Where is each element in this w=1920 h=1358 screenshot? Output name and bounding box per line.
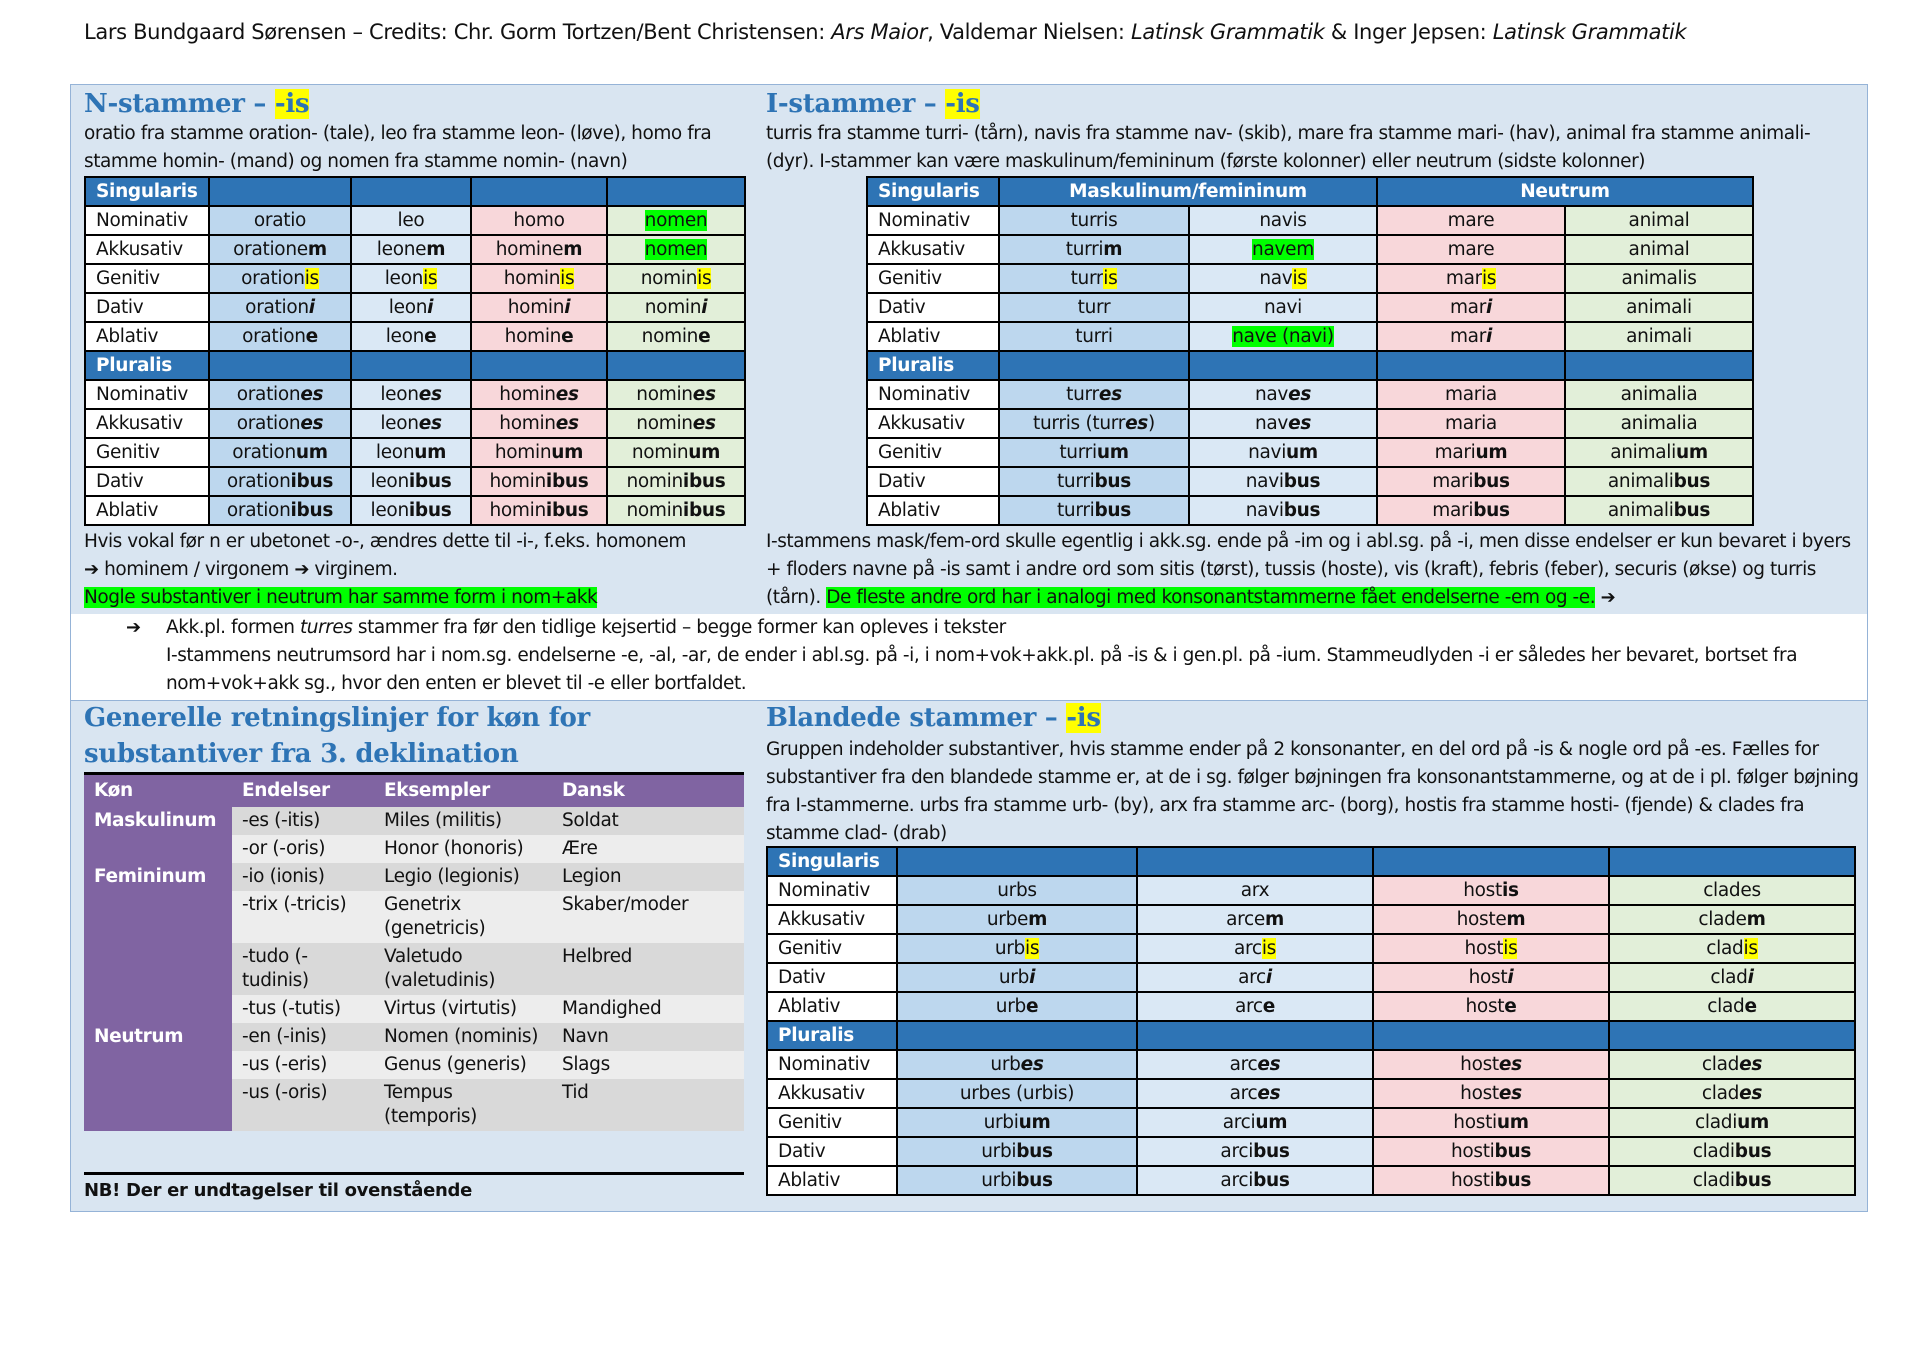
case-label: Nominativ [85, 206, 209, 235]
table-cell: Genetrix (genetricis) [374, 891, 552, 943]
strip-notes: ➔ Akk.pl. formen turres stammer fra før den tidlige kejsertid – begge former kan opleves i tekster I-stammens neutrumsord har i nom.sg. endelserne -e, -al, -ar, de ender i abl.sg. på -i, i nom+vok+akk.pl. på -is & i gen.pl. på -ium. Stammeudlyden -i er således her bevaret, bortset fra nom+vok+akk sg., hvor den enten er blevet til -e eller bortfaldet. [126, 614, 1856, 698]
mixed-stems-heading: Blandede stammer – -is [766, 703, 1101, 733]
table-cell: -trix (-tricis) [232, 891, 374, 943]
case-label: Ablativ [85, 496, 209, 525]
form-cell: nomini [607, 293, 745, 322]
header-cell: Pluralis [867, 351, 999, 380]
mixed-stems-section [766, 700, 1860, 848]
case-label: Genitiv [85, 438, 209, 467]
form-cell: homini [471, 293, 607, 322]
case-label: Dativ [867, 293, 999, 322]
mixed-stems-table [766, 846, 1856, 1196]
table-cell: Slags [552, 1051, 744, 1079]
form-cell: nomen [607, 206, 745, 235]
header-cell [351, 177, 471, 206]
table-cell: Valetudo (valetudinis) [374, 943, 552, 995]
form-cell: nave (navi) [1189, 322, 1377, 351]
table-cell: -us (-oris) [232, 1079, 374, 1131]
header-cell: Dansk [552, 775, 744, 807]
case-label: Dativ [85, 467, 209, 496]
table-cell: -io (ionis) [232, 863, 374, 891]
form-cell: urbes [897, 1050, 1137, 1079]
form-cell: urbium [897, 1108, 1137, 1137]
table-cell: -or (-oris) [232, 835, 374, 863]
form-cell: hostes [1373, 1079, 1609, 1108]
form-cell: arcis [1137, 934, 1373, 963]
form-cell: urbibus [897, 1166, 1137, 1195]
i-stammer-heading: I-stammer – -is [766, 89, 980, 119]
form-cell: leoni [351, 293, 471, 322]
form-cell: navis [1189, 264, 1377, 293]
form-cell: turr [999, 293, 1189, 322]
arrow-right-icon: ➔ [294, 559, 309, 580]
header-cell: Maskulinum/femininum [999, 177, 1377, 206]
form-cell: animal [1565, 235, 1753, 264]
case-label: Dativ [867, 467, 999, 496]
form-cell: hominum [471, 438, 607, 467]
form-cell: clades [1609, 1079, 1855, 1108]
gender-cell: Femininum [84, 863, 232, 891]
form-cell: orationem [209, 235, 351, 264]
form-cell: naves [1189, 409, 1377, 438]
case-label: Ablativ [867, 496, 999, 525]
table-cell: Legio (legionis) [374, 863, 552, 891]
form-cell: animali [1565, 322, 1753, 351]
form-cell: mare [1377, 206, 1565, 235]
form-cell: leones [351, 409, 471, 438]
form-cell: arce [1137, 992, 1373, 1021]
arrow-right-icon: ➔ [84, 559, 99, 580]
case-label: Akkusativ [867, 235, 999, 264]
header-cell [1137, 1021, 1373, 1050]
form-cell: animalium [1565, 438, 1753, 467]
singularis-header: Singularis [85, 177, 209, 206]
gender-table [84, 775, 744, 1131]
case-label: Nominativ [867, 206, 999, 235]
form-cell: navis [1189, 206, 1377, 235]
form-cell: turrium [999, 438, 1189, 467]
form-cell: clade [1609, 992, 1855, 1021]
case-label: Genitiv [767, 1108, 897, 1137]
form-cell: nomen [607, 235, 745, 264]
case-label: Nominativ [767, 876, 897, 905]
header-cell: Singularis [767, 847, 897, 876]
form-cell: hominibus [471, 496, 607, 525]
i-stammer-table [866, 176, 1754, 526]
case-label: Akkusativ [767, 905, 897, 934]
case-label: Dativ [85, 293, 209, 322]
case-label: Genitiv [867, 264, 999, 293]
form-cell: mari [1377, 293, 1565, 322]
case-label: Ablativ [85, 322, 209, 351]
i-stammer-intro: turris fra stamme turri- (tårn), navis fra stamme nav- (skib), mare fra stamme mari- (hav), animal fra stamme animali- (dyr). I-stammer kan være maskulinum/femininum (første kolonner) eller neutrum (sidste kolonner) [766, 123, 1811, 172]
form-cell: arcem [1137, 905, 1373, 934]
table-cell: Legion [552, 863, 744, 891]
form-cell: hostis [1373, 876, 1609, 905]
form-cell: cladi [1609, 963, 1855, 992]
form-cell: arcibus [1137, 1166, 1373, 1195]
pluralis-header: Pluralis [85, 351, 209, 380]
form-cell: turrim [999, 235, 1189, 264]
gender-cell [84, 891, 232, 943]
table-cell: Mandighed [552, 995, 744, 1023]
form-cell: turribus [999, 496, 1189, 525]
form-cell: maribus [1377, 467, 1565, 496]
form-cell: orationibus [209, 467, 351, 496]
case-label: Dativ [767, 1137, 897, 1166]
form-cell: orationum [209, 438, 351, 467]
form-cell: orationi [209, 293, 351, 322]
header-cell [999, 351, 1189, 380]
form-cell: oratio [209, 206, 351, 235]
table-cell: -tus (-tutis) [232, 995, 374, 1023]
case-label: Genitiv [767, 934, 897, 963]
form-cell: leonum [351, 438, 471, 467]
form-cell: leones [351, 380, 471, 409]
table-cell: -tudo (-tudinis) [232, 943, 374, 995]
form-cell: cladibus [1609, 1137, 1855, 1166]
gender-guidelines-heading: Generelle retningslinjer for køn for substantiver fra 3. deklination [84, 703, 590, 769]
form-cell: navem [1189, 235, 1377, 264]
header-cell [471, 351, 607, 380]
header-cell [1609, 847, 1855, 876]
form-cell: cladem [1609, 905, 1855, 934]
form-cell: hosti [1373, 963, 1609, 992]
form-cell: cladibus [1609, 1166, 1855, 1195]
header-cell [1377, 351, 1565, 380]
table-cell: Virtus (virtutis) [374, 995, 552, 1023]
gender-cell [84, 1051, 232, 1079]
form-cell: cladium [1609, 1108, 1855, 1137]
case-label: Akkusativ [867, 409, 999, 438]
form-cell: urbe [897, 992, 1137, 1021]
form-cell: urbis [897, 934, 1137, 963]
header-cell: Køn [84, 775, 232, 807]
form-cell: naves [1189, 380, 1377, 409]
table-cell: Honor (honoris) [374, 835, 552, 863]
form-cell: animalibus [1565, 467, 1753, 496]
case-label: Nominativ [767, 1050, 897, 1079]
form-cell: maris [1377, 264, 1565, 293]
form-cell: arces [1137, 1050, 1373, 1079]
form-cell: hominibus [471, 467, 607, 496]
form-cell: turris (turres) [999, 409, 1189, 438]
table-cell: Tid [552, 1079, 744, 1131]
header-cell: Pluralis [767, 1021, 897, 1050]
form-cell: turris [999, 206, 1189, 235]
gender-cell [84, 995, 232, 1023]
form-cell: orationis [209, 264, 351, 293]
form-cell: arcibus [1137, 1137, 1373, 1166]
n-stammer-notes: Hvis vokal før n er ubetonet -o-, ændres dette til -i-, f.eks. homonem ➔ hominem / virgonem ➔ virginem. Nogle substantiver i neutrum har samme form i nom+akk [84, 531, 686, 608]
n-stammer-table [84, 176, 746, 526]
form-cell: clades [1609, 876, 1855, 905]
form-cell: urbem [897, 905, 1137, 934]
form-cell: leonem [351, 235, 471, 264]
table-cell: -us (-eris) [232, 1051, 374, 1079]
case-label: Nominativ [85, 380, 209, 409]
form-cell: navibus [1189, 496, 1377, 525]
gender-cell [84, 1079, 232, 1131]
form-cell: leonis [351, 264, 471, 293]
i-stammer-section [766, 86, 1856, 176]
n-stammer-intro: oratio fra stamme oration- (tale), leo fra stamme leon- (løve), homo fra stamme homin- (mand) og nomen fra stamme nomin- (navn) [84, 123, 712, 172]
n-stammer-section [84, 86, 744, 176]
case-label: Akkusativ [767, 1079, 897, 1108]
form-cell: hostem [1373, 905, 1609, 934]
table-cell: Navn [552, 1023, 744, 1051]
form-cell: hostibus [1373, 1137, 1609, 1166]
form-cell: hominem [471, 235, 607, 264]
form-cell: nominibus [607, 467, 745, 496]
table-cell: Tempus (temporis) [374, 1079, 552, 1131]
form-cell: animali [1565, 293, 1753, 322]
table-cell: -en (-inis) [232, 1023, 374, 1051]
form-cell: leonibus [351, 496, 471, 525]
exceptions-note: NB! Der er undtagelser til ovenstående [84, 1180, 473, 1201]
form-cell: animalibus [1565, 496, 1753, 525]
form-cell: marium [1377, 438, 1565, 467]
gender-cell [84, 943, 232, 995]
form-cell: mare [1377, 235, 1565, 264]
form-cell: hoste [1373, 992, 1609, 1021]
form-cell: turres [999, 380, 1189, 409]
header-cell [471, 177, 607, 206]
form-cell: leone [351, 322, 471, 351]
header-cell [1609, 1021, 1855, 1050]
form-cell: turribus [999, 467, 1189, 496]
case-label: Genitiv [867, 438, 999, 467]
header-cell [897, 847, 1137, 876]
case-label: Akkusativ [85, 235, 209, 264]
form-cell: arci [1137, 963, 1373, 992]
form-cell: nominis [607, 264, 745, 293]
form-cell: homines [471, 409, 607, 438]
form-cell: urbes (urbis) [897, 1079, 1137, 1108]
form-cell: orationes [209, 409, 351, 438]
table-cell: Miles (militis) [374, 807, 552, 835]
form-cell: animalia [1565, 409, 1753, 438]
form-cell: animal [1565, 206, 1753, 235]
form-cell: urbi [897, 963, 1137, 992]
header-cell [351, 351, 471, 380]
table-cell: Ære [552, 835, 744, 863]
table-cell: Skaber/moder [552, 891, 744, 943]
form-cell: maria [1377, 380, 1565, 409]
form-cell: nomines [607, 409, 745, 438]
header-cell [607, 177, 745, 206]
form-cell: hostes [1373, 1050, 1609, 1079]
form-cell: arces [1137, 1079, 1373, 1108]
case-label: Ablativ [867, 322, 999, 351]
form-cell: nomine [607, 322, 745, 351]
form-cell: turris [999, 264, 1189, 293]
form-cell: homo [471, 206, 607, 235]
form-cell: hostium [1373, 1108, 1609, 1137]
header-cell: Singularis [867, 177, 999, 206]
header-cell [897, 1021, 1137, 1050]
form-cell: hominis [471, 264, 607, 293]
table-cell: Helbred [552, 943, 744, 995]
form-cell: orationes [209, 380, 351, 409]
case-label: Ablativ [767, 1166, 897, 1195]
case-label: Ablativ [767, 992, 897, 1021]
form-cell: urbibus [897, 1137, 1137, 1166]
form-cell: clades [1609, 1050, 1855, 1079]
gender-cell: Neutrum [84, 1023, 232, 1051]
form-cell: cladis [1609, 934, 1855, 963]
table-cell: -es (-itis) [232, 807, 374, 835]
form-cell: turri [999, 322, 1189, 351]
header-cell [1137, 847, 1373, 876]
form-cell: arcium [1137, 1108, 1373, 1137]
form-cell: nominum [607, 438, 745, 467]
mixed-stems-intro: Gruppen indeholder substantiver, hvis stamme ender på 2 konsonanter, en del ord på -is & nogle ord på -es. Fælles for substantiver fra den blandede stamme er, at de i sg. følger bøjningen fra konsonantstammerne, og at de i pl. følger bøjning fra I-stammerne. urbs fra stamme urb- (by), arx fra stamme arc- (borg), hostis fra stamme hosti- (fjende) & clades fra stamme clad- (drab) [766, 739, 1859, 844]
form-cell: nomines [607, 380, 745, 409]
form-cell: leo [351, 206, 471, 235]
header-cell: Neutrum [1377, 177, 1753, 206]
header-cell [607, 351, 745, 380]
form-cell: orationibus [209, 496, 351, 525]
header-cell [1373, 1021, 1609, 1050]
case-label: Nominativ [867, 380, 999, 409]
form-cell: navibus [1189, 467, 1377, 496]
form-cell: oratione [209, 322, 351, 351]
form-cell: hostis [1373, 934, 1609, 963]
form-cell: hostibus [1373, 1166, 1609, 1195]
form-cell: mari [1377, 322, 1565, 351]
table-cell: Genus (generis) [374, 1051, 552, 1079]
gender-guidelines-section [84, 700, 744, 772]
case-label: Genitiv [85, 264, 209, 293]
header-cell [1189, 351, 1377, 380]
form-cell: animalia [1565, 380, 1753, 409]
table-cell: Nomen (nominis) [374, 1023, 552, 1051]
form-cell: navium [1189, 438, 1377, 467]
i-stammer-notes: I-stammens mask/fem-ord skulle egentlig i akk.sg. ende på -im og i abl.sg. på -i, men disse endelser er kun bevaret i byers + floders navne på -is samt i andre ord som sitis (tørst), tussis (hoste), vis (kraft), febris (feber), securis (økse) og turris (tårn). De fleste andre ord har i analogi med konsonantstammerne fået endelserne -em og -e. ➔ [766, 531, 1851, 608]
form-cell: animalis [1565, 264, 1753, 293]
form-cell: maria [1377, 409, 1565, 438]
header-cell: Endelser [232, 775, 374, 807]
header-cell [209, 351, 351, 380]
header-cell [1565, 351, 1753, 380]
header-cell: Eksempler [374, 775, 552, 807]
n-stammer-heading: N-stammer – -is [84, 89, 310, 119]
table-cell: Soldat [552, 807, 744, 835]
gender-table-bottomline [84, 1172, 744, 1175]
gender-cell [84, 835, 232, 863]
credits-line: Lars Bundgaard Sørensen – Credits: Chr. Gorm Tortzen/Bent Christensen: Ars Maior, Valdemar Nielsen: Latinsk Grammatik & Inger Jepsen: Latinsk Grammatik [84, 20, 1687, 44]
form-cell: navi [1189, 293, 1377, 322]
arrow-right-icon: ➔ [1600, 587, 1616, 608]
form-cell: nominibus [607, 496, 745, 525]
form-cell: leonibus [351, 467, 471, 496]
gender-cell: Maskulinum [84, 807, 232, 835]
form-cell: homines [471, 380, 607, 409]
case-label: Dativ [767, 963, 897, 992]
form-cell: homine [471, 322, 607, 351]
case-label: Akkusativ [85, 409, 209, 438]
arrow-right-icon: ➔ [126, 617, 141, 638]
form-cell: urbs [897, 876, 1137, 905]
form-cell: maribus [1377, 496, 1565, 525]
header-cell [209, 177, 351, 206]
header-cell [1373, 847, 1609, 876]
form-cell: arx [1137, 876, 1373, 905]
